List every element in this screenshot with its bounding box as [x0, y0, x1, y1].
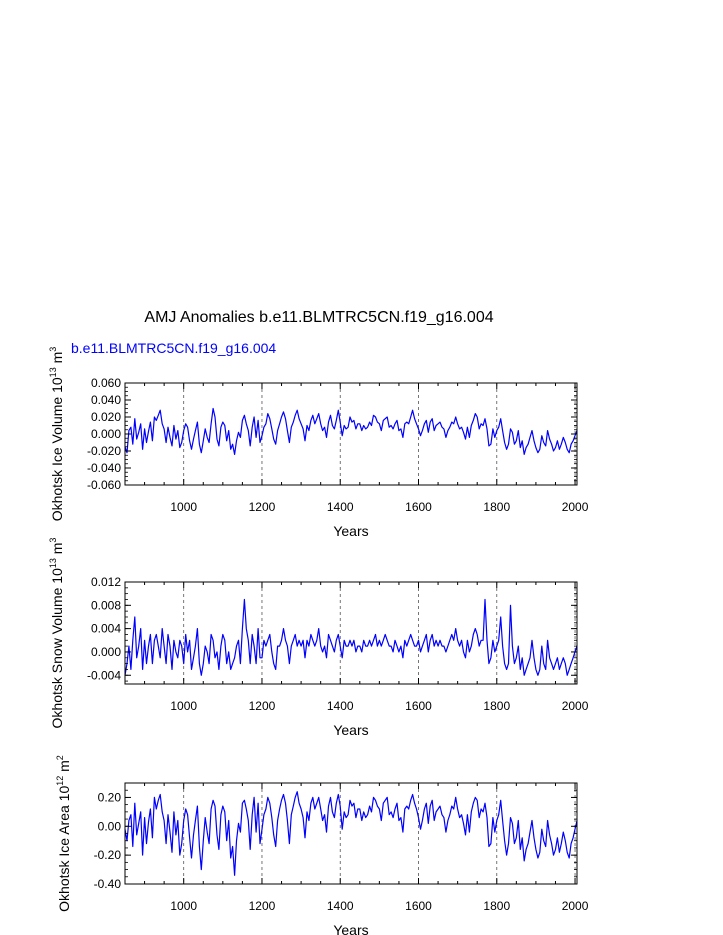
y-tick-label: -0.004 — [86, 668, 121, 683]
x-tick-label: 1800 — [483, 500, 511, 514]
y-tick-label: -0.020 — [86, 444, 121, 458]
y-tick-label: 0.20 — [97, 790, 121, 805]
y-tick-label: -0.40 — [93, 877, 121, 891]
y-tick-label: 0.00 — [97, 819, 121, 834]
x-tick-label: 1000 — [170, 500, 198, 514]
y-tick-label: 0.008 — [90, 598, 121, 613]
y-axis-title-part: m — [49, 351, 65, 368]
x-tick-label: 1600 — [405, 899, 432, 913]
y-tick-label: 0.004 — [90, 621, 121, 636]
x-tick-label: 1000 — [170, 899, 198, 913]
y-axis-title-superscript: 3 — [48, 537, 58, 543]
y-axis-title — [55, 755, 72, 912]
subtitle: b.e11.BLMTRC5CN.f19_g16.004 — [71, 340, 277, 356]
series-line — [125, 792, 577, 876]
x-tick-label: 1600 — [405, 500, 432, 514]
y-axis-title-superscript: 12 — [55, 775, 65, 786]
x-tick-label: 1000 — [170, 699, 198, 713]
y-axis-title-part: m — [56, 760, 72, 776]
chart-panel-3 — [55, 755, 589, 935]
y-tick-label: -0.060 — [86, 478, 121, 492]
y-axis-title-part: m — [49, 542, 65, 559]
x-axis-title: Years — [333, 523, 369, 539]
x-tick-label: 1800 — [483, 699, 511, 713]
y-axis-title-part: Okhotsk Snow Volume 10 — [49, 568, 65, 729]
x-tick-label: 1200 — [248, 500, 276, 514]
x-axis-title: Years — [333, 722, 369, 738]
page-title: AMJ Anomalies b.e11.BLMTRC5CN.f19_g16.004 — [144, 309, 494, 326]
y-tick-label: -0.20 — [93, 848, 121, 863]
x-tick-label: 1200 — [248, 899, 276, 913]
y-axis-title-superscript: 13 — [48, 367, 58, 378]
y-axis-title-superscript: 3 — [48, 346, 58, 352]
series-line — [125, 409, 577, 455]
y-axis-title-superscript: 13 — [48, 558, 58, 569]
plot-frame — [125, 383, 577, 485]
y-axis-title — [48, 347, 65, 522]
x-tick-label: 1600 — [405, 699, 432, 713]
x-tick-label: 1400 — [326, 500, 354, 514]
chart-panel-2 — [48, 538, 589, 738]
x-tick-label: 1400 — [326, 899, 354, 913]
series-line — [125, 600, 577, 676]
x-tick-label: 2000 — [561, 899, 589, 913]
x-tick-label: 2000 — [561, 699, 589, 713]
y-axis-title-superscript: 2 — [55, 755, 65, 761]
y-tick-label: 0.012 — [90, 575, 121, 589]
chart-panel-1 — [48, 347, 589, 539]
y-tick-label: 0.000 — [90, 644, 121, 659]
y-tick-label: 0.020 — [90, 410, 121, 424]
y-axis-title-part: Okhotsk Ice Area 10 — [56, 785, 72, 912]
x-axis-title: Years — [333, 922, 369, 935]
x-tick-label: 1200 — [248, 699, 276, 713]
y-tick-label: 0.000 — [90, 427, 121, 441]
y-axis-title-part: Okhotsk Ice Volume 10 — [49, 377, 65, 522]
chart-panels — [48, 347, 589, 935]
y-tick-label: -0.040 — [86, 461, 121, 475]
y-tick-label: 0.040 — [90, 393, 121, 407]
x-tick-label: 1400 — [326, 699, 354, 713]
y-tick-label: 0.060 — [90, 376, 121, 390]
x-tick-label: 2000 — [561, 500, 589, 514]
x-tick-label: 1800 — [483, 899, 511, 913]
y-axis-title — [48, 538, 65, 729]
